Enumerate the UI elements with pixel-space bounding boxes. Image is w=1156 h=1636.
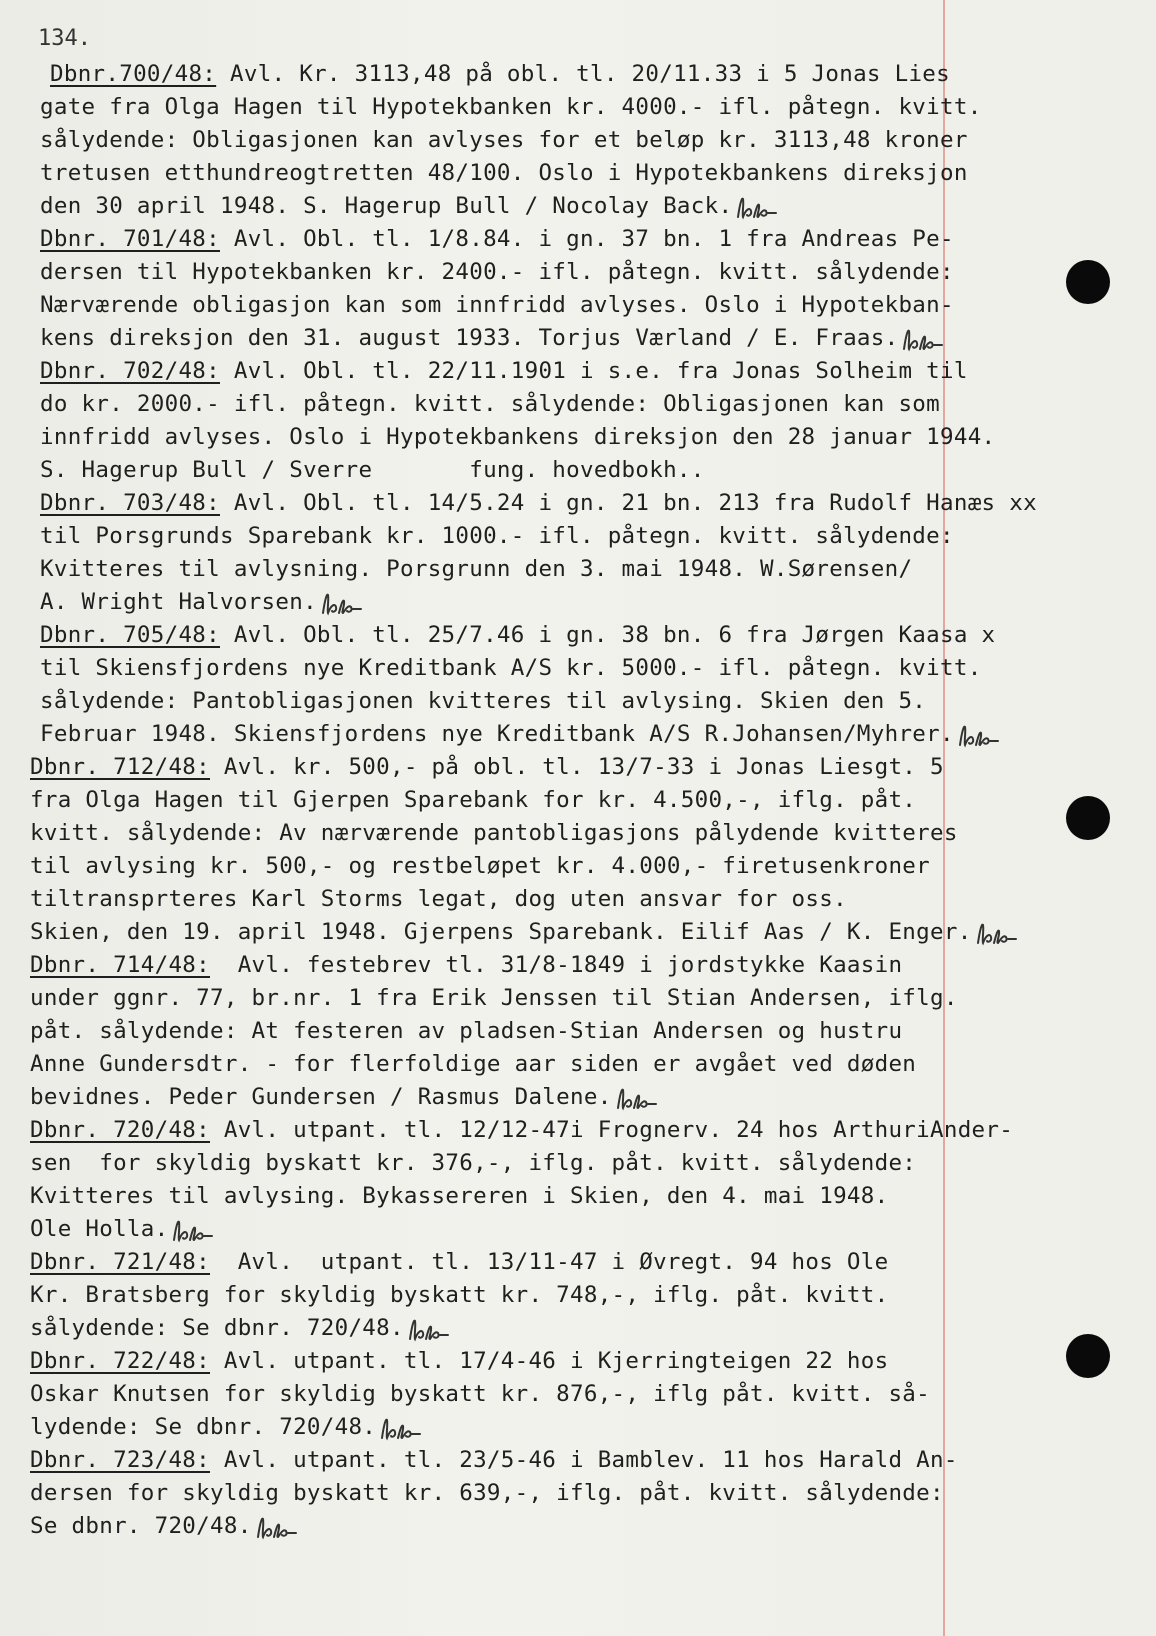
entry-reference: Dbnr. 705/48: <box>40 622 220 648</box>
entry-line <box>30 91 1030 124</box>
entry-line <box>30 553 1030 586</box>
entry-line <box>30 1015 1030 1048</box>
entry-text: kvitt. sålydende: Av nærværende pantobligasjons pålydende kvitteres <box>30 820 958 846</box>
entry-line <box>30 289 1030 322</box>
entry-line <box>30 421 1030 454</box>
entry-line <box>30 1147 1030 1180</box>
entry-text: Skien, den 19. april 1948. Gjerpens Sparebank. Eilif Aas / K. Enger. <box>30 919 972 945</box>
entry-line <box>30 1444 1030 1477</box>
entry-text: Anne Gundersdtr. - for flerfoldige aar siden er avgået ved døden <box>30 1051 917 1077</box>
entry-line <box>30 454 1030 487</box>
entry-line <box>30 1114 1030 1147</box>
entry-text: do kr. 2000.- ifl. påtegn. kvitt. sålydende: Obligasjonen kan som <box>40 391 940 417</box>
entry-line <box>30 1180 1030 1213</box>
entry-line <box>30 1279 1030 1312</box>
entry-line <box>30 223 1030 256</box>
entry-line <box>30 58 1030 91</box>
entry-line <box>30 1477 1030 1510</box>
entry-line <box>30 982 1030 1015</box>
entry-text: Februar 1948. Skiensfjordens nye Kreditbank A/S R.Johansen/Myhrer. <box>40 721 954 747</box>
entry-text: Oskar Knutsen for skyldig byskatt kr. 876,-, iflg påt. kvitt. så- <box>30 1381 930 1407</box>
entry-line <box>30 817 1030 850</box>
entry-text: tiltransprteres Karl Storms legat, dog uten ansvar for oss. <box>30 886 847 912</box>
entry-text: påt. sålydende: At festeren av pladsen-Stian Andersen og hustru <box>30 1018 903 1044</box>
entry-reference: Dbnr. 714/48: <box>30 952 210 978</box>
entry-line <box>30 652 1030 685</box>
handwritten-initials <box>406 1315 450 1343</box>
entry-text: til avlysing kr. 500,- og restbeløpet kr. 4.000,- firetusenkroner <box>30 853 930 879</box>
entry-reference: Dbnr. 721/48: <box>30 1249 210 1275</box>
entry-line <box>30 718 1030 751</box>
entry-line <box>30 487 1037 520</box>
entry-line <box>30 1345 1030 1378</box>
entry-text: Kr. Bratsberg for skyldig byskatt kr. 748,-, iflg. påt. kvitt. <box>30 1282 889 1308</box>
entry-reference: Dbnr. 702/48: <box>40 358 220 384</box>
entry-reference: Dbnr. 720/48: <box>30 1117 210 1143</box>
entry-text: den 30 april 1948. S. Hagerup Bull / Nocolay Back. <box>40 193 733 219</box>
entry-line <box>30 355 1030 388</box>
entry-text: dersen til Hypotekbanken kr. 2400.- ifl. påtegn. kvitt. sålydende: <box>40 259 954 285</box>
entry-text: bevidnes. Peder Gundersen / Rasmus Dalene. <box>30 1084 612 1110</box>
entry-line <box>30 1081 1030 1114</box>
entry-text: under ggnr. 77, br.nr. 1 fra Erik Jenssen til Stian Andersen, iflg. <box>30 985 958 1011</box>
entry-text: Ole Holla. <box>30 1216 169 1242</box>
entry-line <box>30 784 1030 817</box>
handwritten-initials <box>319 589 363 617</box>
entry-text: Kvitteres til avlysning. Porsgrunn den 3. mai 1948. W.Sørensen/ <box>40 556 913 582</box>
entry-line <box>30 256 1030 289</box>
entry-line <box>30 190 1030 223</box>
entry-text: Avl. utpant. tl. 12/12-47i Frognerv. 24 hos ArthuriAnder- <box>210 1117 1014 1143</box>
entry-text: sålydende: Pantobligasjonen kvitteres til avlysing. Skien den 5. <box>40 688 927 714</box>
entry-text: til Skiensfjordens nye Kreditbank A/S kr. 5000.- ifl. påtegn. kvitt. <box>40 655 982 681</box>
entry-line <box>30 949 1030 982</box>
entry-text: Avl. festebrev tl. 31/8-1849 i jordstykke Kaasin <box>210 952 903 978</box>
entry-text: Avl. Obl. tl. 25/7.46 i gn. 38 bn. 6 fra Jørgen Kaasa x <box>220 622 996 648</box>
entry-text: Avl. Obl. tl. 22/11.1901 i s.e. fra Jonas Solheim til <box>220 358 968 384</box>
entry-text: Avl. Obl. tl. 1/8.84. i gn. 37 bn. 1 fra Andreas Pe- <box>220 226 954 252</box>
entry-text: sålydende: Obligasjonen kan avlyses for et beløp kr. 3113,48 kroner <box>40 127 968 153</box>
entry-reference: Dbnr. 701/48: <box>40 226 220 252</box>
entry-line <box>30 124 1030 157</box>
punch-hole <box>1066 796 1110 840</box>
entry-line <box>30 1048 1030 1081</box>
entry-text: Avl. Kr. 3113,48 på obl. tl. 20/11.33 i 5 Jonas Lies <box>216 61 951 87</box>
entry-line <box>30 916 1030 949</box>
entry-text: tretusen etthundreogtretten 48/100. Oslo i Hypotekbankens direksjon <box>40 160 968 186</box>
entry-line <box>30 619 1030 652</box>
entry-reference: Dbnr. 712/48: <box>30 754 210 780</box>
handwritten-initials <box>956 721 1000 749</box>
entry-text: S. Hagerup Bull / Sverre fung. hovedbokh.. <box>40 457 705 483</box>
entry-text: Avl. utpant. tl. 17/4-46 i Kjerringteigen 22 hos <box>210 1348 889 1374</box>
entry-line <box>30 1213 1030 1246</box>
entry-text: Avl. Obl. tl. 14/5.24 i gn. 21 bn. 213 fra Rudolf Hanæs xx <box>220 490 1037 516</box>
page-number: 134. <box>38 26 91 51</box>
entry-text: Avl. kr. 500,- på obl. tl. 13/7-33 i Jonas Liesgt. 5 <box>210 754 944 780</box>
entry-line <box>30 751 1030 784</box>
entry-line <box>30 157 1030 190</box>
entry-line <box>30 586 1030 619</box>
entry-line <box>30 1510 1030 1543</box>
entry-text: gate fra Olga Hagen til Hypotekbanken kr. 4000.- ifl. påtegn. kvitt. <box>40 94 982 120</box>
ledger-entries <box>30 58 1037 1543</box>
entry-reference: Dbnr. 722/48: <box>30 1348 210 1374</box>
punch-hole <box>1066 1334 1110 1378</box>
handwritten-initials <box>974 919 1018 947</box>
entry-text: dersen for skyldig byskatt kr. 639,-, iflg. påt. kvitt. sålydende: <box>30 1480 944 1506</box>
handwritten-initials <box>254 1513 298 1541</box>
punch-hole <box>1066 260 1110 304</box>
entry-text: innfridd avlyses. Oslo i Hypotekbankens direksjon den 28 januar 1944. <box>40 424 996 450</box>
entry-line <box>30 520 1030 553</box>
entry-line <box>30 1246 1030 1279</box>
entry-line <box>30 685 1030 718</box>
entry-text: Avl. utpant. tl. 13/11-47 i Øvregt. 94 hos Ole <box>210 1249 889 1275</box>
entry-text: til Porsgrunds Sparebank kr. 1000.- ifl. påtegn. kvitt. sålydende: <box>40 523 954 549</box>
entry-line <box>30 388 1030 421</box>
entry-text: Nærværende obligasjon kan som innfridd avlyses. Oslo i Hypotekban- <box>40 292 954 318</box>
entry-text: Se dbnr. 720/48. <box>30 1513 252 1539</box>
entry-line <box>30 322 1030 355</box>
entry-text: sålydende: Se dbnr. 720/48. <box>30 1315 404 1341</box>
entry-reference: Dbnr. 703/48: <box>40 490 220 516</box>
handwritten-initials <box>378 1414 422 1442</box>
handwritten-initials <box>900 325 944 353</box>
entry-line <box>30 1378 1030 1411</box>
entry-text: lydende: Se dbnr. 720/48. <box>30 1414 377 1440</box>
entry-reference: Dbnr.700/48: <box>50 61 217 87</box>
entry-text: fra Olga Hagen til Gjerpen Sparebank for kr. 4.500,-, iflg. påt. <box>30 787 917 813</box>
entry-text: Avl. utpant. tl. 23/5-46 i Bamblev. 11 hos Harald An- <box>210 1447 958 1473</box>
handwritten-initials <box>734 193 778 221</box>
entry-text: kens direksjon den 31. august 1933. Torjus Værland / E. Fraas. <box>40 325 899 351</box>
entry-text: A. Wright Halvorsen. <box>40 589 317 615</box>
entry-text: Kvitteres til avlysing. Bykassereren i Skien, den 4. mai 1948. <box>30 1183 889 1209</box>
handwritten-initials <box>170 1216 214 1244</box>
entry-line <box>30 850 1030 883</box>
entry-line <box>30 1411 1030 1444</box>
entry-line <box>30 1312 1030 1345</box>
entry-line <box>30 883 1030 916</box>
entry-text: sen for skyldig byskatt kr. 376,-, iflg. påt. kvitt. sålydende: <box>30 1150 917 1176</box>
entry-reference: Dbnr. 723/48: <box>30 1447 210 1473</box>
handwritten-initials <box>614 1084 658 1112</box>
